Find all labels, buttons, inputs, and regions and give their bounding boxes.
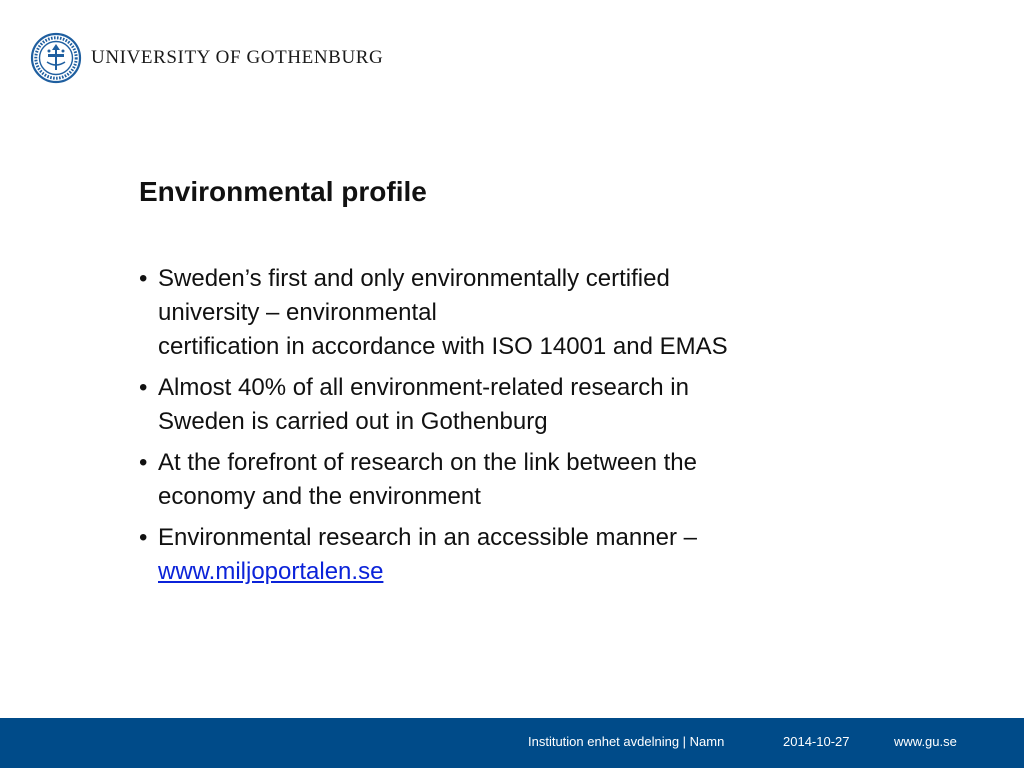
- bullet-line: Sweden is carried out in Gothenburg: [158, 408, 548, 435]
- bullet-line: university – environmental: [158, 299, 437, 326]
- header: [30, 30, 383, 86]
- bullet-line: Sweden’s first and only environmentally certified: [158, 265, 670, 292]
- bullet-line-link-wrapper: [158, 555, 859, 589]
- bullet-glyph: •: [139, 524, 148, 551]
- bullet-glyph: •: [139, 265, 148, 292]
- bullet-item: [139, 371, 859, 439]
- footer-website[interactable]: www.gu.se: [894, 734, 957, 749]
- bullet-item: [139, 521, 859, 589]
- bullet-line: economy and the environment: [158, 483, 481, 510]
- bullet-line: At the forefront of research on the link between the: [158, 449, 697, 476]
- miljoportalen-link[interactable]: www.miljoportalen.se: [158, 558, 384, 585]
- bullet-item: [139, 446, 859, 514]
- slide-title: Environmental profile: [139, 176, 427, 207]
- university-name: UNIVERSITY OF GOTHENBURG: [91, 47, 384, 68]
- bullet-line: Environmental research in an accessible manner –: [158, 524, 697, 551]
- bullet-glyph: •: [139, 449, 148, 476]
- bullet-list: [139, 262, 859, 596]
- footer-bar: [0, 718, 1024, 768]
- bullet-glyph: •: [139, 374, 148, 401]
- bullet-line: Almost 40% of all environment-related research in: [158, 374, 689, 401]
- university-seal-icon: [30, 32, 82, 84]
- bullet-item: [139, 262, 859, 364]
- footer-date: 2014-10-27: [783, 734, 850, 749]
- footer-department: Institution enhet avdelning | Namn: [528, 734, 725, 749]
- bullet-line: certification in accordance with ISO 14001 and EMAS: [158, 333, 728, 360]
